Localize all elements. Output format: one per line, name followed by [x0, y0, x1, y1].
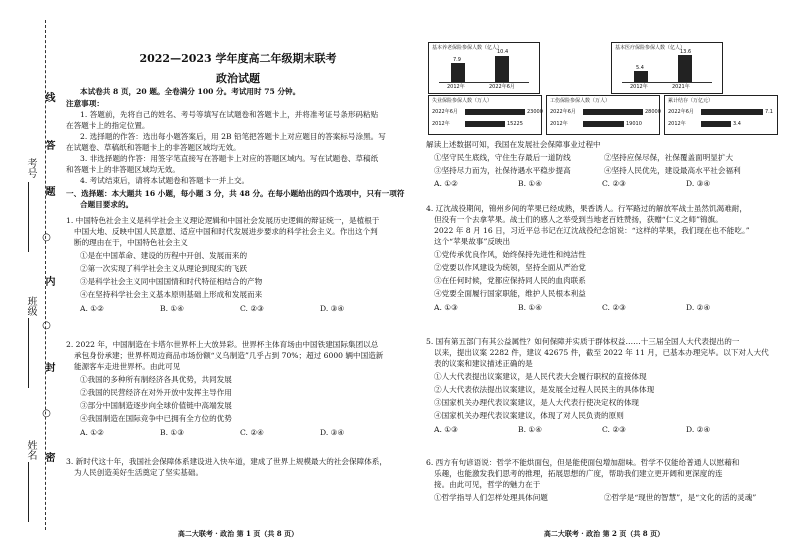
q5-line: 以来，提出议案 2282 件，建议 42675 件，截至 2022 年 11 月，已基本办理完毕。以下对人大代 — [434, 348, 769, 357]
q3-line: 3. 新时代这十年，我国社会保障体系建设进入快车道，建成了世界上规模最大的社会保障体系， — [66, 457, 387, 466]
q4-answer-d[interactable]: D. ②④ — [686, 303, 711, 312]
q4-answer-b[interactable]: B. ①④ — [518, 303, 543, 312]
bar-label: 10.4 — [497, 49, 509, 55]
q6-option[interactable]: ①哲学指导人们怎样处理具体问题 — [434, 493, 548, 502]
question-3-cont — [426, 139, 782, 189]
row-label: 2012年 — [668, 121, 686, 127]
class-field[interactable] — [28, 318, 29, 388]
q6-option[interactable]: ②哲学是“现世的智慧”，是“文化的活的灵魂” — [604, 493, 757, 502]
q1-answer-a[interactable]: A. ①② — [80, 304, 104, 313]
note-line: 3. 非选择题的作答：用签字笔直接写在答题卡上对应的答题区域内。写在试题卷、草稿纸 — [80, 154, 379, 163]
bar-2012 — [451, 63, 465, 83]
q1-line: 断的理由在于，中国特色社会主义 — [74, 238, 188, 247]
exam-title: 2022—2023 学年度高二年级期末联考 — [139, 52, 337, 65]
note-line: 4. 考试结束后，请将本试题卷和答题卡一并上交。 — [80, 176, 250, 185]
x-axis — [622, 82, 712, 83]
chart-title: 基本养老保险参保人数（亿人） — [432, 45, 503, 51]
note-line: 在答题卡上的指定位置。 — [66, 121, 150, 130]
bar-label: 7.9 — [453, 57, 461, 63]
chart-plot — [439, 49, 529, 83]
q1-answer-d[interactable]: D. ③④ — [320, 304, 345, 313]
exam-number-label: 考号 — [25, 158, 36, 178]
hbar — [701, 121, 731, 127]
page-1-footer: 高二大联考 · 政治 第 1 页（共 8 页） — [177, 529, 299, 538]
q3-line: 为人民创造美好生活奠定了坚实基础。 — [74, 468, 204, 477]
exam-number-field[interactable] — [28, 182, 29, 252]
q6-line: 接。由此可见，哲学的魅力在于 — [434, 480, 541, 489]
chart-title: 工伤保险参保人数（万人） — [550, 98, 611, 104]
tick-label: 2021年 — [672, 84, 690, 90]
q3-option[interactable]: ②坚持应保尽保，社保覆盖面明显扩大 — [604, 153, 734, 162]
cut-word: 密 — [43, 452, 54, 462]
q5-option[interactable]: ②人大代表依法提出议案建议，是发展全过程人民民主的具体体现 — [434, 385, 655, 394]
row-label: 2022年6月 — [550, 109, 576, 115]
class-label: 班级 — [25, 296, 36, 316]
question-6 — [426, 457, 782, 503]
q2-answer-a[interactable]: A. ①② — [80, 428, 104, 437]
q2-answer-b[interactable]: B. ①③ — [160, 428, 185, 437]
q6-line: 6. 西方有句谚语说：哲学不能烘面包，但是能使面包增加甜味。哲学不仅能给普通人以慰藉和 — [426, 458, 740, 467]
chart-plot — [622, 49, 712, 83]
row-label: 2022年6月 — [432, 109, 458, 115]
row-value: 7.1 — [765, 109, 773, 115]
q3-option[interactable]: ④坚持人民优先，建设最高水平社会福利 — [604, 166, 741, 175]
q1-option[interactable]: ④在坚持科学社会主义基本原则基础上形成和发展而来 — [80, 290, 263, 299]
row-value: 15225 — [507, 121, 523, 127]
q1-option[interactable]: ③是科学社会主义同中国国情和时代特征相结合的产物 — [80, 277, 263, 286]
hbar — [583, 109, 643, 115]
question-5 — [426, 336, 782, 435]
hbar — [465, 121, 505, 127]
q4-answer-c[interactable]: C. ②③ — [602, 303, 626, 312]
q5-line: 5. 国有第五部门有其公益属性？如何保障并实质于群体权益……十三届全国人大代表提出的一 — [426, 337, 740, 346]
page-2-footer: 高二大联考 · 政治 第 2 页（共 8 页） — [543, 529, 665, 538]
q5-line: 表的议案和建议描述正确的是 — [434, 359, 533, 368]
q1-answer-c[interactable]: C. ②③ — [240, 304, 264, 313]
hbar — [465, 109, 525, 115]
q5-option[interactable]: ④国家机关办理代表议案建议，体现了对人民负责的原则 — [434, 411, 624, 420]
q4-line: 2022 年 8 月 16 日，习近平总书记在辽沈战役纪念馆说：“这样的苹果，我们现在也不能吃。” — [434, 226, 750, 235]
question-4 — [426, 203, 782, 313]
tick-label: 2022年6月 — [489, 84, 515, 90]
question-1 — [66, 215, 410, 314]
q3-option[interactable]: ①坚守民生底线，守住生存最后一道防线 — [434, 153, 571, 162]
cut-word: 题 — [43, 186, 54, 196]
q2-answer-d[interactable]: D. ③④ — [320, 428, 345, 437]
row-value: 3.4 — [733, 121, 741, 127]
cut-word: 答 — [43, 140, 54, 150]
q5-answer-d[interactable]: D. ②④ — [686, 425, 711, 434]
q3-cont-line: 解读上述数据可知，我国在发展社会保障事业过程中 — [426, 140, 601, 149]
row-label: 2012年 — [432, 121, 450, 127]
x-axis — [439, 82, 529, 83]
note-line: 1. 答题前，先将自己的姓名、考号等填写在试题卷和答题卡上，并将准考证号条形码粘贴 — [80, 110, 379, 119]
q2-line: 能源客车走进世界杯。由此可见 — [74, 362, 181, 371]
section-heading-cont: 合题目要求的。 — [80, 200, 134, 209]
question-3 — [66, 456, 410, 478]
q5-option[interactable]: ①人大代表提出议案建议，是人民代表大会履行职权的直接体现 — [434, 372, 647, 381]
q3-option[interactable]: ③坚持尽力而为，社保待遇水平稳步提高 — [434, 166, 571, 175]
q2-answer-c[interactable]: C. ②④ — [240, 428, 264, 437]
section-heading: 一、选择题：本大题共 16 小题，每小题 3 分，共 48 分。在每小题给出的四个选项中，只有一项符 — [66, 189, 405, 198]
q4-answer-a[interactable]: A. ①③ — [434, 303, 458, 312]
cut-word: 内 — [43, 276, 54, 286]
bar-label: 13.6 — [680, 49, 692, 55]
tick-label: 2012年 — [447, 84, 465, 90]
q5-answer-b[interactable]: B. ①④ — [518, 425, 543, 434]
q3-answer-a[interactable]: A. ①② — [434, 179, 458, 188]
note-line: 和答题卡上的非答题区域均无效。 — [66, 165, 180, 174]
question-2 — [66, 339, 410, 438]
row-label: 2012年 — [550, 121, 568, 127]
q4-line: 4. 辽沈战役期间，锦州乡间的苹果已经成熟，果香诱人。行军路过的解放军战士虽然饥渴难耐， — [426, 204, 747, 213]
chart-title: 失业保险参保人数（万人） — [432, 98, 493, 104]
hbar — [583, 121, 624, 127]
q5-option[interactable]: ③国家机关办理代表议案建议，是人大代表行使决定权的体现 — [434, 398, 640, 407]
row-label: 2022年6月 — [668, 109, 694, 115]
q3-answer-c[interactable]: C. ②③ — [602, 179, 626, 188]
q2-option[interactable]: ③部分中国制造逐步向全球价值链中高端发展 — [80, 401, 232, 410]
q2-option[interactable]: ④我国制造在国际竞争中已拥有全方位的优势 — [80, 414, 232, 423]
name-label: 姓名 — [25, 440, 36, 460]
q6-line: 乐趣，也能激发我们思考的推理，拓展思想的广度，帮助我们建立更开阔和更深度的连 — [434, 469, 723, 478]
chart-pension — [428, 42, 540, 94]
chart-title: 累计结存（万亿元） — [668, 98, 714, 104]
chart-injury — [546, 95, 660, 135]
q4-option[interactable]: ①党传承优良作风，始终保持先进性和纯洁性 — [434, 250, 586, 259]
q1-answer-b[interactable]: B. ①④ — [160, 304, 185, 313]
notes-title: 注意事项： — [66, 99, 104, 108]
q3-answer-b[interactable]: B. ①④ — [518, 179, 543, 188]
q2-option[interactable]: ①我国的多种所有制经济各具优势，共同发展 — [80, 375, 232, 384]
q1-option[interactable]: ①是在中国革命、建设的历程中开创、发展而来的 — [80, 251, 248, 260]
row-value: 28000 — [645, 109, 661, 115]
note-line: 在试题卷、草稿纸和答题卡上的非答题区域均无效。 — [66, 143, 241, 152]
q1-option[interactable]: ②第一次实现了科学社会主义从理论到现实的飞跃 — [80, 264, 248, 273]
q2-line: 承包身份承建；世界杯周边商品市场份额“义乌制造”几乎占到 70%；超过 6000 辆中国造新 — [74, 351, 384, 360]
exam-subtitle: 政治试题 — [216, 72, 260, 85]
q4-line: 但没有一个去拿苹果。战士们的感人之举受到当地老百姓赞扬，获赠“仁义之师”锦旗。 — [434, 215, 723, 224]
cut-circle: ○ — [41, 320, 52, 331]
chart-title: 基本医疗保险参保人数（亿人） — [615, 45, 686, 51]
q4-option[interactable]: ③在任何时候，党都应保持同人民的血肉联系 — [434, 276, 586, 285]
chart-balance — [664, 95, 778, 135]
notes — [66, 109, 410, 186]
cut-circle: ○ — [41, 232, 52, 243]
q5-answer-c[interactable]: C. ②③ — [602, 425, 626, 434]
q1-line: 中国大地、反映中国人民意愿、适应中国和时代发展进步要求的科学社会主义。作出这个判 — [74, 227, 378, 236]
q4-option[interactable]: ④党要全面履行国家职能，维护人民根本利益 — [434, 289, 586, 298]
bar-label: 5.4 — [636, 65, 644, 71]
q4-option[interactable]: ②党要以作风建设为统领，坚持全面从严治党 — [434, 263, 586, 272]
hbar — [701, 109, 763, 115]
name-field[interactable] — [28, 462, 29, 522]
q4-line: 这个“苹果故事”反映出 — [434, 237, 511, 246]
q2-line: 2. 2022 年，中国制造在卡塔尔世界杯上大放异彩。世界杯主体育场由中国铁建国际集团以总 — [66, 340, 379, 349]
page-1 — [66, 0, 410, 551]
tick-label: 2012年 — [630, 84, 648, 90]
note-line: 2. 选择题的作答：选出每小题答案后，用 2B 铅笔把答题卡上对应题目的答案标号涂黑。写 — [80, 132, 386, 141]
q2-option[interactable]: ②我国的民营经济在对外开放中发挥主导作用 — [80, 388, 232, 397]
binding-margin — [0, 0, 64, 551]
q5-answer-a[interactable]: A. ①③ — [434, 425, 458, 434]
q3-answer-d[interactable]: D. ③④ — [686, 179, 711, 188]
cut-circle: ○ — [41, 408, 52, 419]
row-value: 19010 — [626, 121, 642, 127]
page-2 — [426, 0, 782, 551]
chart-medical — [611, 42, 723, 94]
bar-2021 — [678, 55, 692, 83]
chart-unemployment — [428, 95, 542, 135]
exam-info: 本试卷共 8 页，20 题。全卷满分 100 分。考试用时 75 分钟。 — [80, 87, 301, 96]
row-value: 23000 — [527, 109, 543, 115]
bar-2022 — [495, 56, 509, 83]
q1-line: 1. 中国特色社会主义是科学社会主义理论逻辑和中国社会发展历史逻辑的辩证统一，是植根于 — [66, 216, 380, 225]
cut-word: 封 — [43, 362, 54, 372]
cut-word: 线 — [43, 92, 54, 102]
